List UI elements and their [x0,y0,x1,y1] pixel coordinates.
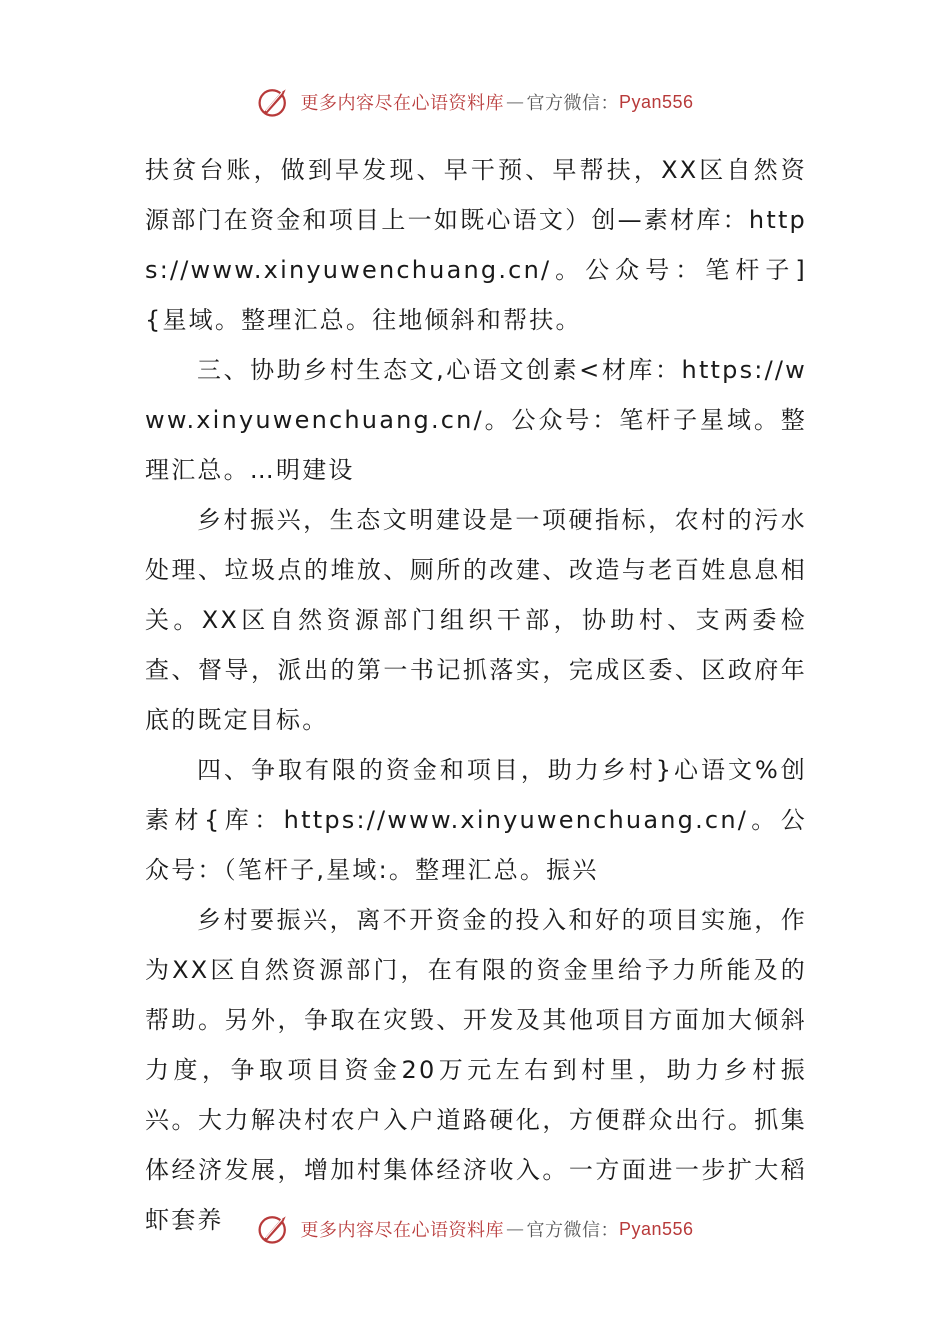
paragraph: 乡村要振兴，离不开资金的投入和好的项目实施，作为XX区自然资源部门，在有限的资金里给予力所能及的帮助。另外，争取在灾毁、开发及其他项目方面加大倾斜力度，争取项目资金20万元左右到村里，助力乡村振兴。大力解决村农户入户道路硬化，方便群众出行。抓集体经济发展，增加村集体经济收入。一方面进一步扩大稻虾套养 [145,906,807,1234]
footer-wechat-account: Pyan556 [618,1218,694,1239]
footer-wechat-label: 官方微信： [526,1220,619,1241]
paragraph: 扶贫台账，做到早发现、早干预、早帮扶，XX区自然资源部门在资金和项目上一如既心语文）创—素材库：https://www.xinyuwenchuang.cn/。公众号：笔杆子]{星域。整理汇总。往地倾斜和帮扶。 [145,156,807,334]
header-wechat-label: 官方微信： [526,93,619,114]
header-wechat-account: Pyan556 [618,91,694,112]
header-banner [0,80,950,124]
paragraph: 乡村振兴，生态文明建设是一项硬指标，农村的污水处理、垃圾点的堆放、厕所的改建、改造与老百姓息息相关。XX区自然资源部门组织干部，协助村、支两委检查、督导，派出的第一书记抓落实，完成区委、区政府年底的既定目标。 [145,506,807,734]
header-dash: — [505,91,525,113]
pen-logo-icon [256,1211,292,1247]
header-brand-text: 更多内容尽在心语资料库 [300,93,504,114]
pen-logo-icon [256,84,292,120]
footer-dash: — [505,1218,525,1240]
footer-banner [0,1207,950,1251]
section-heading: 四、争取有限的资金和项目，助力乡村}心语文%创素材{库：https://www.xinyuwenchuang.cn/。公众号：（笔杆子,星域:。整理汇总。振兴 [145,756,807,884]
footer-brand-text: 更多内容尽在心语资料库 [300,1220,504,1241]
document-body [145,145,807,1245]
section-heading: 三、协助乡村生态文,心语文创素<材库：https://www.xinyuwenchuang.cn/。公众号：笔杆子星域。整理汇总。…明建设 [145,356,807,484]
